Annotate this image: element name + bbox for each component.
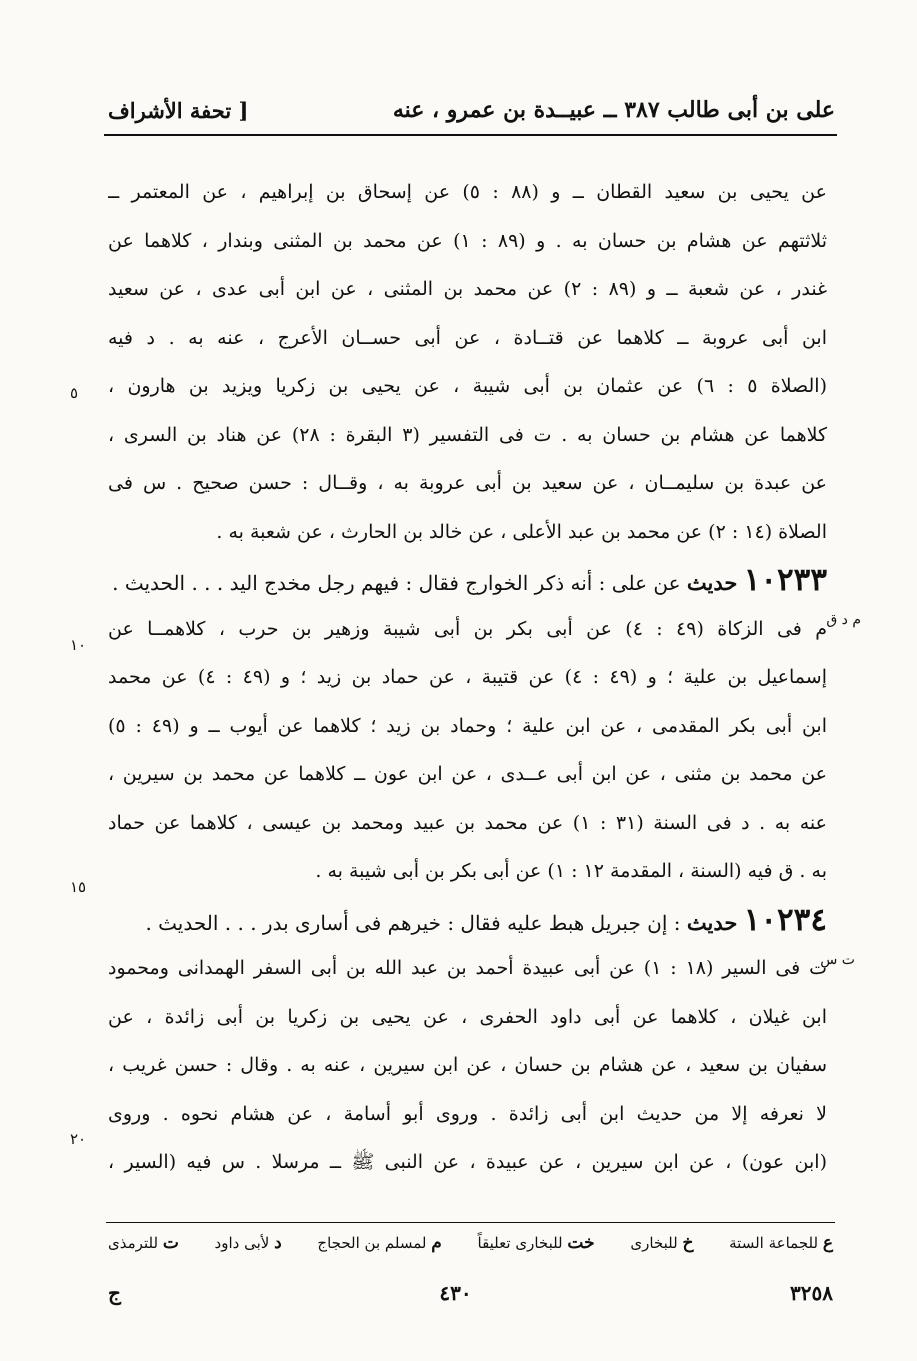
text-line: ابن أبى بكر المقدمى ، عن ابن علية ؛ وحماد بن زيد ؛ كلاهما عن أيوب ــ و (٤٩ : ٥) (108, 714, 827, 737)
volume-page-number: ٣٢٥٨ (790, 1281, 833, 1305)
text-line: عن يحيى بن سعيد القطان ــ و (٨٨ : ٥) عن إسحاق بن إبراهيم ، عن المعتمر ــ (108, 181, 827, 203)
text-line: ثلاثتهم عن هشام بن حسان به . و (٨٩ : ١) عن محمد بن المثنى وبندار ، كلاهما عن (108, 229, 827, 252)
text-line: عن محمد بن مثنى ، عن ابن أبى عــدى ، عن ابن عون ــ كلاهما عن محمد بن سيرين ، (108, 763, 827, 785)
hadith-incipit: عن على : أنه ذكر الخوارج فقال : فيهم رجل مخدج اليد . . . الحديث . (112, 571, 681, 595)
text-line: إسماعيل بن علية ؛ و (٤٩ : ٤) عن قتيبة ، عن حماد بن زيد ؛ و (٤٩ : ٤) عن محمد (108, 666, 827, 688)
text-line: م فى الزكاة (٤٩ : ٤) عن أبى بكر بن أبى شيبة وزهير بن حرب ، كلاهمــا عن (108, 617, 827, 640)
page-footer (108, 1278, 833, 1308)
text-line: الصلاة (١٤ : ٢) عن محمد بن عبد الأعلى ، عن خالد بن الحارث ، عن شعبة به . (216, 520, 827, 543)
abbrev-item: خ للبخارى (630, 1233, 694, 1253)
text-line: ابن غيلان ، كلاهما عن أبى داود الحفرى ، عن يحيى بن زكريا بن أبى زائدة ، عن (108, 1005, 827, 1028)
hadith-heading-10233 (108, 556, 827, 605)
line-number-15: ١٥ (70, 878, 87, 896)
text-line: ابن أبى عروبة ــ كلاهما عن قتــادة ، عن أبى حســان الأعرج ، عنه به . د فيه (108, 326, 827, 349)
text-line: به . ق فيه (السنة ، المقدمة ١٢ : ١) عن أبى بكر بن أبى شيبة به . (315, 860, 827, 882)
header-rule (104, 134, 837, 136)
text-line: ت فى السير (١٨ : ١) عن أبى عبيدة أحمد بن عبد الله بن أبى السفر الهمدانى ومحمود (108, 957, 827, 979)
hadith-number: ١٠٢٣٣ (743, 562, 827, 598)
text-line: (الصلاة ٥ : ٦) عن عثمان بن أبى شيبة ، عن يحيى بن زكريا ويزيد بن هارون ، (108, 375, 827, 397)
hadith-heading-10234 (108, 896, 827, 945)
book-title: [ تحفة الأشراف (108, 97, 249, 123)
sigla-10234: ت س (820, 952, 855, 968)
body-text (108, 168, 827, 1187)
text-line: غندر ، عن شعبة ــ و (٨٩ : ٢) عن محمد بن المثنى ، عن ابن أبى عدى ، عن سعيد (108, 278, 827, 300)
abbrev-item: خت للبخارى تعليقاً (477, 1233, 595, 1253)
signature-mark: ج (108, 1281, 121, 1305)
hadith-label: حديث (686, 909, 738, 935)
hadith-number: ١٠٢٣٤ (743, 901, 827, 938)
text-line: (ابن عون) ، عن ابن سيرين ، عن عبيدة ، عن النبى ﷺ ــ مرسلا . س فيه (السير ، (108, 1151, 827, 1173)
abbrev-item: ت للترمذى (108, 1233, 179, 1253)
text-line: عنه به . د فى السنة (٣١ : ١) عن محمد بن عبيد ومحمد بن عيسى ، كلاهما عن حماد (108, 811, 827, 834)
abbrev-item: م لمسلم بن الحجاج (317, 1233, 442, 1253)
running-header-title: على بن أبى طالب ٣٨٧ ــ عبيــدة بن عمرو ، عنه (392, 97, 835, 123)
sigla-10233: م د ق (826, 612, 861, 628)
text-line: عن عبدة بن سليمــان ، عن سعيد بن أبى عروبة به ، وقــال : حسن صحيح . س فى (108, 472, 827, 494)
footnote-rule (106, 1222, 835, 1223)
line-number-10: ١٠ (70, 636, 87, 654)
text-line: كلاهما عن هشام بن حسان به . ت فى التفسير (٣ البقرة : ٢٨) عن هناد بن السرى ، (108, 423, 827, 446)
text-line: سفيان بن سعيد ، عن هشام بن حسان ، عن ابن سيرين ، عنه به . وقال : حسن غريب ، (108, 1054, 827, 1076)
abbrev-item: ع للجماعة الستة (729, 1233, 833, 1253)
line-number-20: ٢٠ (70, 1130, 87, 1148)
page-number: ٤٣٠ (439, 1281, 472, 1305)
running-header (108, 92, 835, 128)
abbreviation-key (108, 1233, 833, 1253)
abbrev-item: د لأبى داود (214, 1233, 282, 1253)
hadith-label: حديث (686, 570, 738, 595)
line-number-5: ٥ (70, 384, 79, 402)
text-line: لا نعرفه إلا من حديث ابن أبى زائدة . وروى أبو أسامة ، عن هشام نحوه . وروى (108, 1102, 827, 1125)
hadith-incipit: : إن جبريل هبط عليه فقال : خيرهم فى أسارى بدر . . . الحديث . (145, 910, 681, 935)
